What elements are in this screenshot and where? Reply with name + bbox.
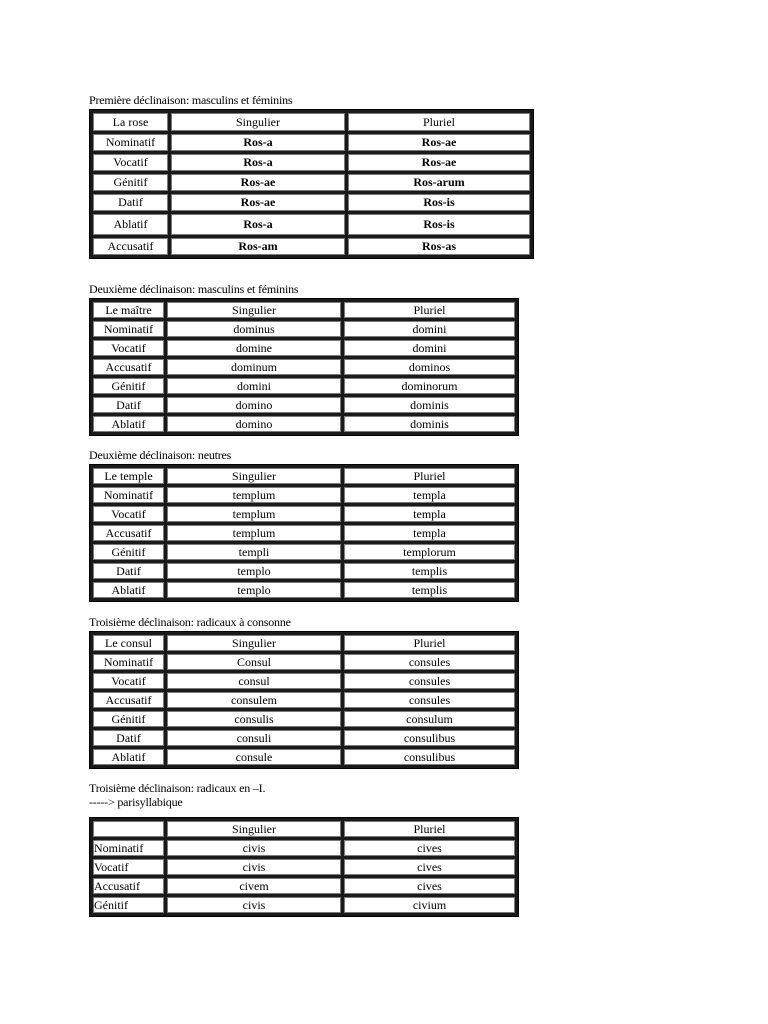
table-row [93,654,515,670]
table-row [93,840,515,856]
singular-cell: domini [167,378,341,394]
table-header-row [93,113,530,131]
table-row [93,416,515,432]
header-pluriel: Pluriel [348,113,530,131]
table-row [93,563,515,579]
header-singulier: Singulier [167,821,341,837]
plural-cell: domini [344,321,515,337]
header-singulier: Singulier [167,468,341,484]
header-corner: La rose [93,113,168,131]
header-pluriel: Pluriel [344,635,515,651]
plural-cell: templis [344,563,515,579]
declension-table-consul [89,631,519,769]
header-pluriel: Pluriel [344,468,515,484]
plural-cell: civium [344,897,515,913]
plural-cell: Ros-is [348,194,530,211]
singular-cell: Ros-a [171,134,345,151]
plural-cell: templa [344,506,515,522]
plural-cell: consulibus [344,749,515,765]
case-label: Nominatif [93,134,168,151]
table-row [93,859,515,875]
declension-table-temple [89,464,519,602]
case-label: Datif [93,397,164,413]
table-row [93,711,515,727]
plural-cell: dominis [344,397,515,413]
table-header-row [93,468,515,484]
header-pluriel: Pluriel [344,821,515,837]
singular-cell: civis [167,859,341,875]
plural-cell: dominorum [344,378,515,394]
plural-cell: cives [344,878,515,894]
case-label: Vocatif [93,506,164,522]
singular-cell: templum [167,487,341,503]
plural-cell: cives [344,840,515,856]
table-caption: Première déclinaison: masculins et féminins [89,93,293,107]
plural-cell: Ros-ae [348,154,530,171]
case-label: Vocatif [93,859,164,875]
table-caption: Deuxième déclinaison: masculins et féminins [89,282,299,296]
case-label: Vocatif [93,673,164,689]
header-corner: Le temple [93,468,164,484]
case-label: Accusatif [93,692,164,708]
case-label: Ablatif [93,416,164,432]
declension-table-rose [89,109,534,259]
section-deuxieme-declinaison-masc [89,282,519,436]
case-label: Nominatif [93,321,164,337]
plural-cell: consules [344,673,515,689]
declension-table-maitre [89,298,519,436]
singular-cell: domine [167,340,341,356]
plural-cell: Ros-ae [348,134,530,151]
table-row [93,321,515,337]
header-singulier: Singulier [167,635,341,651]
section-troisieme-declinaison-consonne [89,615,519,769]
plural-cell: Ros-is [348,214,530,235]
plural-cell: templa [344,487,515,503]
case-label: Ablatif [93,749,164,765]
header-pluriel: Pluriel [344,302,515,318]
singular-cell: Ros-a [171,214,345,235]
plural-cell: consules [344,692,515,708]
singular-cell: Ros-ae [171,174,345,191]
table-row [93,525,515,541]
declension-table-civis [89,817,519,917]
table-row [93,378,515,394]
case-label: Nominatif [93,840,164,856]
section-deuxieme-declinaison-neutres [89,448,519,602]
plural-cell: Ros-arum [348,174,530,191]
singular-cell: templum [167,525,341,541]
singular-cell: civem [167,878,341,894]
singular-cell: dominum [167,359,341,375]
table-caption: Troisième déclinaison: radicaux en –I. [89,781,266,795]
singular-cell: consulis [167,711,341,727]
table-row [93,487,515,503]
singular-cell: civis [167,840,341,856]
singular-cell: templum [167,506,341,522]
table-row [93,214,530,235]
table-caption: Troisième déclinaison: radicaux à consonne [89,615,291,629]
table-header-row [93,821,515,837]
plural-cell: consules [344,654,515,670]
table-subcaption: -----> parisyllabique [89,795,183,809]
case-label: Accusatif [93,525,164,541]
table-row [93,582,515,598]
singular-cell: templo [167,563,341,579]
table-caption: Deuxième déclinaison: neutres [89,448,232,462]
singular-cell: consul [167,673,341,689]
singular-cell: civis [167,897,341,913]
plural-cell: cives [344,859,515,875]
table-row [93,544,515,560]
case-label: Ablatif [93,214,168,235]
case-label: Ablatif [93,582,164,598]
table-row [93,692,515,708]
table-row [93,397,515,413]
header-singulier: Singulier [171,113,345,131]
case-label: Accusatif [93,238,168,255]
case-label: Génitif [93,174,168,191]
table-row [93,174,530,191]
case-label: Accusatif [93,878,164,894]
case-label: Génitif [93,544,164,560]
singular-cell: consule [167,749,341,765]
table-row [93,194,530,211]
plural-cell: consulibus [344,730,515,746]
header-singulier: Singulier [167,302,341,318]
section-premiere-declinaison [89,93,534,259]
table-row [93,154,530,171]
case-label: Datif [93,730,164,746]
table-row [93,673,515,689]
case-label: Génitif [93,711,164,727]
header-corner [93,821,164,837]
singular-cell: consulem [167,692,341,708]
plural-cell: Ros-as [348,238,530,255]
plural-cell: templis [344,582,515,598]
case-label: Accusatif [93,359,164,375]
plural-cell: dominis [344,416,515,432]
table-row [93,359,515,375]
singular-cell: Ros-a [171,154,345,171]
case-label: Vocatif [93,340,164,356]
singular-cell: domino [167,416,341,432]
plural-cell: domini [344,340,515,356]
singular-cell: Ros-am [171,238,345,255]
singular-cell: templi [167,544,341,560]
plural-cell: templa [344,525,515,541]
case-label: Génitif [93,378,164,394]
table-row [93,238,530,255]
singular-cell: dominus [167,321,341,337]
plural-cell: templorum [344,544,515,560]
case-label: Vocatif [93,154,168,171]
case-label: Génitif [93,897,164,913]
singular-cell: consuli [167,730,341,746]
table-row [93,340,515,356]
table-row [93,897,515,913]
table-row [93,730,515,746]
table-header-row [93,635,515,651]
header-corner: Le maître [93,302,164,318]
singular-cell: domino [167,397,341,413]
table-row [93,749,515,765]
case-label: Datif [93,563,164,579]
case-label: Datif [93,194,168,211]
singular-cell: templo [167,582,341,598]
table-header-row [93,302,515,318]
singular-cell: Consul [167,654,341,670]
singular-cell: Ros-ae [171,194,345,211]
table-row [93,134,530,151]
header-corner: Le consul [93,635,164,651]
section-troisieme-declinaison-i [89,781,519,917]
plural-cell: dominos [344,359,515,375]
table-row [93,506,515,522]
case-label: Nominatif [93,487,164,503]
plural-cell: consulum [344,711,515,727]
case-label: Nominatif [93,654,164,670]
table-row [93,878,515,894]
